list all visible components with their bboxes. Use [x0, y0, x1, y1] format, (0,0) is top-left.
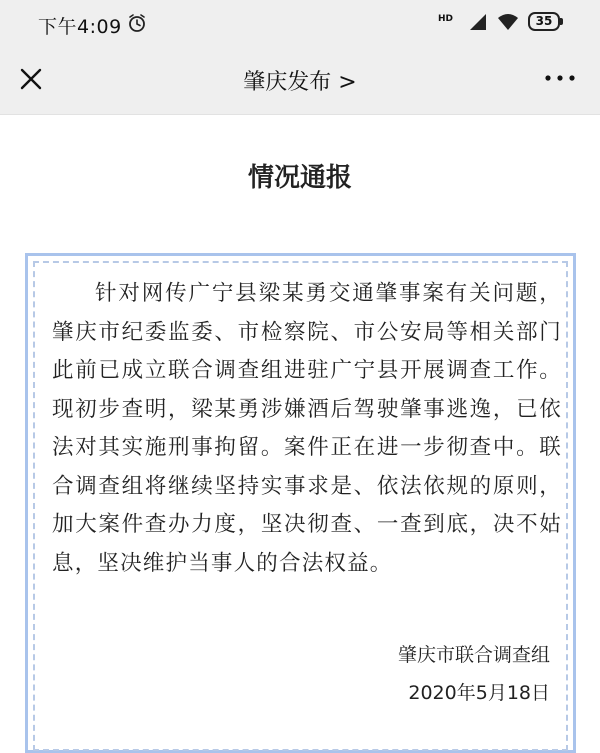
article-body: 针对网传广宁县梁某勇交通肇事案有关问题，肇庆市纪委监委、市检察院、市公安局等相关部门此前已成立联合调查组进驻广宁县开展调查工作。现初步查明，梁某勇涉嫌酒后驾驶肇事逃逸，已依法对其实施刑事拘留。案件正在进一步彻查中。联合调查组将继续坚持实事求是、依法依规的原则，加大案件查办力度，坚决彻查、一查到底，决不姑息，坚决维护当事人的合法权益。: [52, 281, 562, 576]
nav-bar: [0, 46, 600, 115]
battery-indicator: [528, 12, 560, 31]
more-options-icon[interactable]: [540, 68, 580, 88]
signature-organization: 肇庆市联合调查组: [397, 644, 550, 666]
article-title: 情况通报: [247, 163, 352, 193]
status-time: 下午4:09: [38, 16, 122, 38]
alarm-clock-icon: [127, 13, 147, 33]
battery-tip: [560, 18, 563, 25]
signature-block: [398, 636, 550, 712]
battery-level: 35: [535, 14, 553, 28]
cell-signal-icon: [468, 13, 488, 31]
status-bar: [0, 0, 600, 46]
account-title-link[interactable]: 肇庆发布 >: [243, 70, 357, 95]
signature-date: 2020年5月18日: [408, 682, 550, 704]
wifi-icon: [497, 12, 519, 32]
hd-network-label: HD: [438, 14, 454, 24]
